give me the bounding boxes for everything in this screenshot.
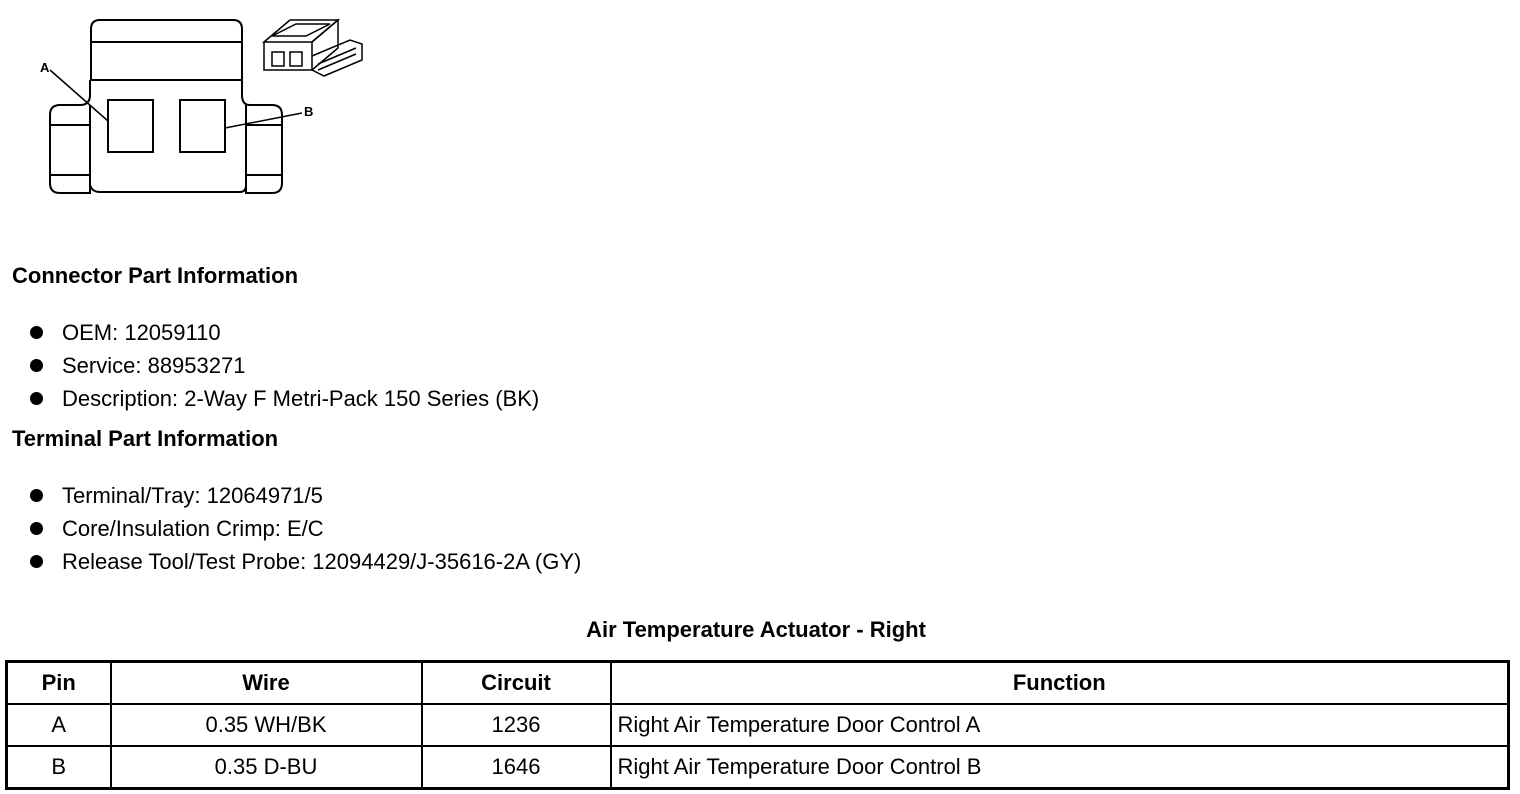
- connector-top-body: [91, 20, 242, 80]
- cell-pin: A: [7, 704, 111, 746]
- table-row: [7, 746, 1509, 789]
- table-header-row: [7, 662, 1509, 705]
- cavity-b: [180, 100, 225, 152]
- connector-oem: OEM: 12059110: [62, 320, 221, 345]
- bullet-icon: [30, 522, 43, 535]
- header-circuit: Circuit: [422, 662, 611, 705]
- connector-description: Description: 2-Way F Metri-Pack 150 Series (BK): [62, 386, 540, 411]
- list-item: [0, 316, 539, 349]
- list-item: [0, 479, 581, 512]
- header-function: Function: [611, 662, 1509, 705]
- connector-diagram: [0, 0, 400, 210]
- bullet-icon: [30, 326, 43, 339]
- connector-main-body: [50, 80, 282, 193]
- cavity-a: [108, 100, 153, 152]
- table-title: Air Temperature Actuator - Right: [586, 617, 926, 642]
- bullet-icon: [30, 489, 43, 502]
- header-wire: Wire: [111, 662, 422, 705]
- cell-wire: 0.35 D-BU: [111, 746, 422, 789]
- terminal-part-heading: Terminal Part Information: [12, 426, 279, 451]
- cell-circuit: 1236: [422, 704, 611, 746]
- terminal-release-tool: Release Tool/Test Probe: 12094429/J-35616-2A (GY): [62, 549, 582, 574]
- cell-wire: 0.35 WH/BK: [111, 704, 422, 746]
- list-item: [0, 382, 539, 415]
- pin-label-b: B: [304, 104, 314, 119]
- pinout-table: [5, 660, 1510, 790]
- connector-isometric-icon: [264, 20, 362, 76]
- bullet-icon: [30, 392, 43, 405]
- terminal-part-list: [0, 479, 581, 578]
- table-row: [7, 704, 1509, 746]
- list-item: [0, 349, 539, 382]
- cell-pin: B: [7, 746, 111, 789]
- cell-function: Right Air Temperature Door Control A: [611, 704, 1509, 746]
- cell-circuit: 1646: [422, 746, 611, 789]
- cell-function: Right Air Temperature Door Control B: [611, 746, 1509, 789]
- connector-service: Service: 88953271: [62, 353, 246, 378]
- connector-part-heading: Connector Part Information: [12, 263, 299, 288]
- terminal-crimp: Core/Insulation Crimp: E/C: [62, 516, 324, 541]
- bullet-icon: [30, 359, 43, 372]
- terminal-tray: Terminal/Tray: 12064971/5: [62, 483, 323, 508]
- header-pin: Pin: [7, 662, 111, 705]
- pin-label-a: A: [40, 60, 50, 75]
- list-item: [0, 545, 581, 578]
- bullet-icon: [30, 555, 43, 568]
- list-item: [0, 512, 581, 545]
- connector-part-list: [0, 316, 539, 415]
